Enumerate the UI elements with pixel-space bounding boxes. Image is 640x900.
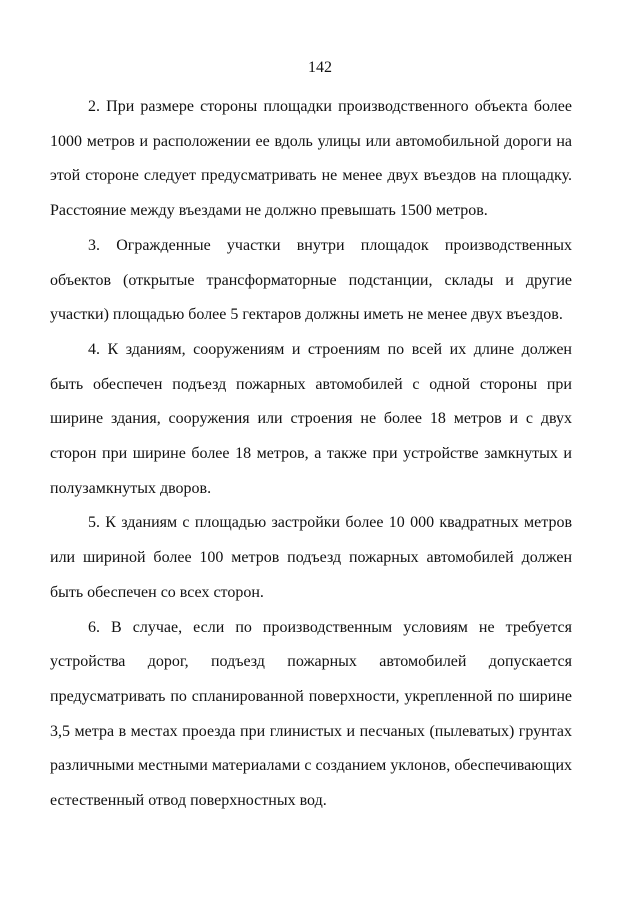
paragraph-3: 3. Огражденные участки внутри площадок производственных объектов (открытые трансформаторные подстанции, склады и другие участки) площадью более 5 гектаров должны иметь не менее двух въездов.	[50, 236, 572, 324]
paragraph-5: 5. К зданиям с площадью застройки более 10 000 квадратных метров или шириной более 100 метров подъезд пожарных автомобилей должен быть обеспечен со всех сторон.	[50, 514, 572, 601]
page-number: 142	[308, 59, 332, 76]
paragraph-4: 4. К зданиям, сооружениям и строениям по всей их длине должен быть обеспечен подъезд пожарных автомобилей с одной стороны при ширине здания, сооружения или строения не более 18 метров и с двух сторон при ширине более 18 метров, а также при устройстве замкнутых и полузамкнутых дворов.	[50, 340, 572, 497]
document-body	[50, 90, 572, 819]
paragraph-6: 6. В случае, если по производственным условиям не требуется устройства дорог, подъезд пожарных автомобилей допускается предусматривать по спланированной поверхности, укрепленной по ширине 3,5 метра в местах проезда при глинистых и песчаных (пылеватых) грунтах различными местными материалами с созданием уклонов, обеспечивающих естественный отвод поверхностных вод.	[50, 618, 572, 810]
paragraph-2: 2. При размере стороны площадки производственного объекта более 1000 метров и расположении ее вдоль улицы или автомобильной дороги на этой стороне следует предусматривать не менее двух въездов на площадку. Расстояние между въездами не должно превышать 1500 метров.	[50, 98, 572, 220]
